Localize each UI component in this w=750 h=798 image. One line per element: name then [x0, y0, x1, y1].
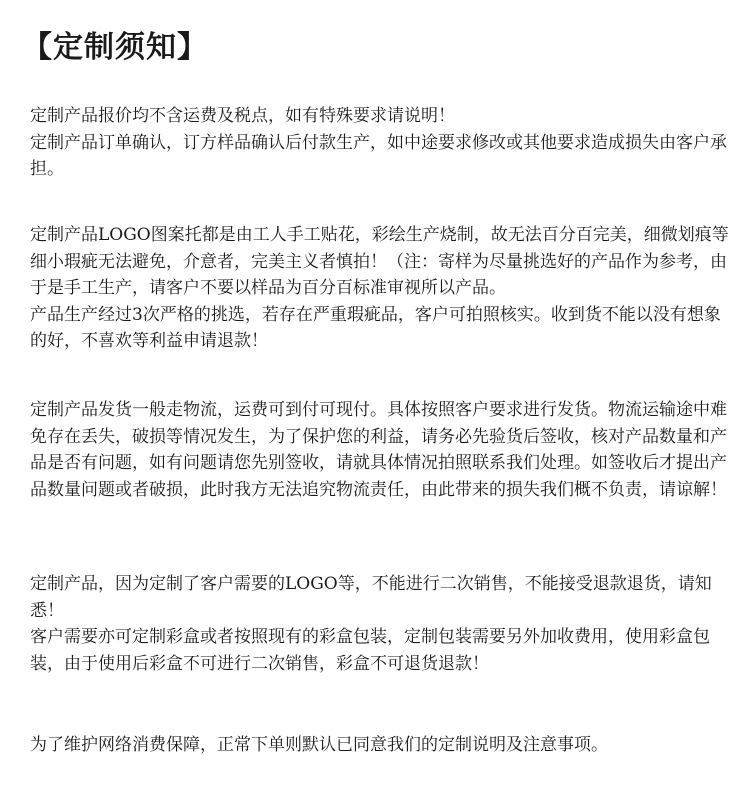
paragraph: 定制产品，因为定制了客户需要的LOGO等，不能进行二次销售，不能接受退款退货，请知悉！: [30, 574, 712, 621]
section-agreement: [30, 732, 732, 759]
paragraph: 定制产品报价均不含运费及税点，如有特殊要求请说明！: [30, 106, 455, 126]
paragraph: 定制产品订单确认，订方样品确认后付款生产，如中途要求修改或其他要求造成损失由客户承担。: [30, 132, 727, 179]
section-pricing-and-orders: [30, 103, 732, 183]
section-returns-and-packaging: [30, 571, 732, 677]
section-logo-and-quality: [30, 222, 732, 355]
paragraph: 客户需要亦可定制彩盒或者按照现有的彩盒包装，定制包装需要另外加收费用，使用彩盒包装，由于使用后彩盒不可进行二次销售，彩盒不可退货退款！: [30, 627, 710, 674]
section-shipping: [30, 397, 732, 503]
paragraph: 产品生产经过3次严格的挑选，若存在严重瑕疵品，客户可拍照核实。收到货不能以没有想象的好，不喜欢等利益申请退款！: [30, 304, 721, 351]
paragraph: 定制产品LOGO图案托都是由工人手工贴花，彩绘生产烧制，故无法百分百完美，细微划痕等细小瑕疵无法避免，介意者，完美主义者慎拍！（注：寄样为尽量挑选好的产品作为参考，由于是手工生产，请客户不要以样品为百分百标准审视所以产品。: [30, 225, 729, 298]
paragraph: 定制产品发货一般走物流，运费可到付可现付。具体按照客户要求进行发货。物流运输途中难免存在丢失，破损等情况发生，为了保护您的利益，请务必先验货后签收，核对产品数量和产品是否有问题，如有问题请您先别签收，请就具体情况拍照联系我们处理。如签收后才提出产品数量问题或者破损，此时我方无法追究物流责任，由此带来的损失我们概不负责，请谅解！: [30, 400, 727, 500]
page-title: 【定制须知】: [22, 30, 208, 65]
paragraph: 为了维护网络消费保障，正常下单则默认已同意我们的定制说明及注意事项。: [30, 735, 608, 755]
